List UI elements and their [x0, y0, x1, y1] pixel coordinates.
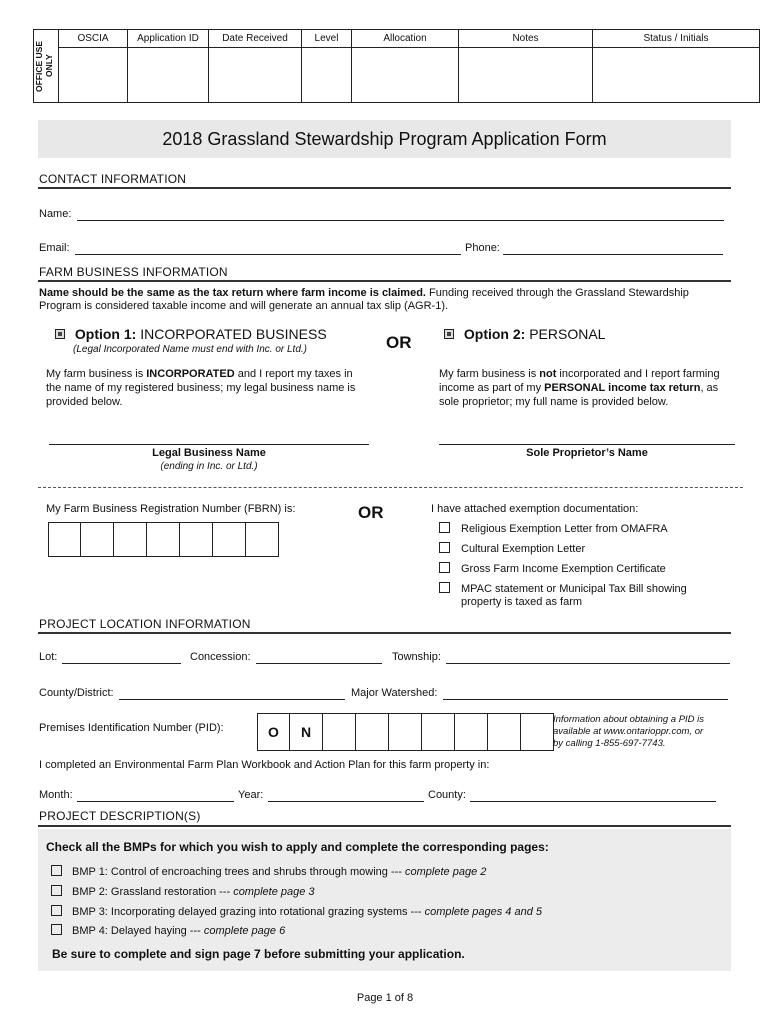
- watershed-field[interactable]: [443, 699, 728, 700]
- office-cell-allocation[interactable]: [352, 48, 459, 103]
- pid-info-line2: available at www.ontarioppr.com, or: [553, 726, 704, 737]
- bmp-4[interactable]: [51, 924, 285, 937]
- bmp-2[interactable]: [51, 885, 315, 898]
- pid-label: Premises Identification Number (PID):: [39, 722, 224, 734]
- fbrn-box[interactable]: [179, 522, 213, 557]
- option1[interactable]: [55, 326, 327, 342]
- farm-note-rest: Funding received through the Grassland Stewardship: [425, 287, 689, 299]
- exemption-mpac-label: MPAC statement or Municipal Tax Bill showing: [461, 583, 687, 595]
- sole-proprietor-name-field[interactable]: [439, 444, 735, 445]
- fbrn-box[interactable]: [80, 522, 114, 557]
- option2-desc-a: My farm business is: [439, 368, 540, 380]
- bmp-3-checkbox[interactable]: [51, 905, 62, 916]
- township-field[interactable]: [446, 663, 730, 664]
- county-district-field[interactable]: [119, 699, 345, 700]
- exemption-mpac[interactable]: [439, 582, 687, 595]
- farm-note-bold: Name should be the same as the tax return where farm income is claimed.: [39, 287, 426, 299]
- township-label: Township:: [392, 651, 441, 663]
- exemption-cultural-label: Cultural Exemption Letter: [461, 543, 586, 555]
- option1-desc-line2: the name of my registered business; my legal business name is: [46, 382, 356, 394]
- fbrn-box[interactable]: [113, 522, 147, 557]
- pid-grid[interactable]: [257, 713, 554, 751]
- legal-name-label: Legal Business Name: [152, 447, 266, 459]
- exemption-religious[interactable]: [439, 522, 668, 535]
- option1-label: Option 1:: [74, 326, 137, 342]
- email-field[interactable]: [75, 254, 461, 255]
- bmp-3[interactable]: [51, 905, 542, 918]
- office-cell-oscia[interactable]: [59, 48, 128, 103]
- option1-checkbox[interactable]: [55, 329, 65, 339]
- exemption-cultural[interactable]: [439, 542, 585, 555]
- option2-desc-b: not: [539, 368, 557, 380]
- pid-box[interactable]: [322, 713, 356, 751]
- office-use-label-cell: [34, 30, 59, 103]
- option2-desc-line2b: PERSONAL income tax return: [544, 382, 701, 394]
- pid-box[interactable]: [421, 713, 455, 751]
- option2-label: Option 2:: [463, 326, 526, 342]
- option2-checkbox[interactable]: [444, 329, 454, 339]
- exemption-gross-income[interactable]: [439, 562, 666, 575]
- office-cell-status[interactable]: [593, 48, 760, 103]
- fbrn-box[interactable]: [48, 522, 81, 557]
- office-col-notes: Notes: [459, 30, 593, 48]
- exemption-mpac-line2: property is taxed as farm: [461, 596, 583, 608]
- or-label-1: OR: [386, 333, 412, 352]
- dashed-divider: [38, 487, 743, 488]
- legal-name-sub: (ending in Inc. or Ltd.): [160, 461, 258, 472]
- fbrn-box[interactable]: [146, 522, 180, 557]
- office-use-label: OFFICE USE ONLY: [34, 40, 54, 92]
- exemption-religious-checkbox[interactable]: [439, 522, 450, 533]
- legal-business-name-field[interactable]: [49, 444, 369, 445]
- pid-info: [553, 714, 704, 750]
- exemption-gross-income-label: Gross Farm Income Exemption Certificate: [461, 563, 666, 575]
- option2-desc-line2a: income as part of my: [439, 382, 545, 394]
- lot-label: Lot:: [39, 651, 58, 663]
- office-col-allocation: Allocation: [352, 30, 459, 48]
- email-label: Email:: [39, 242, 70, 254]
- farm-heading: FARM BUSINESS INFORMATION: [39, 265, 228, 279]
- office-col-level: Level: [302, 30, 352, 48]
- pid-info-line1: Information about obtaining a PID is: [553, 714, 705, 725]
- office-use-table: [33, 29, 760, 103]
- fbrn-grid[interactable]: [48, 522, 279, 557]
- sole-name-label: Sole Proprietor’s Name: [526, 447, 648, 459]
- name-field[interactable]: [77, 220, 724, 221]
- office-col-status: Status / Initials: [593, 30, 760, 48]
- exemption-cultural-checkbox[interactable]: [439, 542, 450, 553]
- office-cell-notes[interactable]: [459, 48, 593, 103]
- fbrn-box[interactable]: [212, 522, 246, 557]
- bmp-4-page: complete page 6: [203, 925, 286, 937]
- office-col-application-id: Application ID: [128, 30, 209, 48]
- option2-desc-line3: sole proprietor; my full name is provided below.: [439, 396, 669, 408]
- contact-heading: CONTACT INFORMATION: [39, 172, 187, 186]
- option1-desc-b: INCORPORATED: [146, 368, 235, 380]
- option2[interactable]: [444, 326, 605, 342]
- fbrn-box[interactable]: [245, 522, 279, 557]
- bmp-3-label: BMP 3: Incorporating delayed grazing into rotational grazing systems ---: [72, 906, 425, 918]
- location-heading: PROJECT LOCATION INFORMATION: [39, 617, 251, 631]
- phone-field[interactable]: [503, 254, 723, 255]
- office-col-date-received: Date Received: [209, 30, 302, 48]
- office-cell-application-id[interactable]: [128, 48, 209, 103]
- pid-box[interactable]: [520, 713, 554, 751]
- pid-prefix-o: O: [257, 713, 290, 751]
- concession-label: Concession:: [190, 651, 251, 663]
- option1-desc-line3: provided below.: [46, 396, 123, 408]
- watershed-label: Major Watershed:: [351, 687, 438, 699]
- exemption-religious-label: Religious Exemption Letter from OMAFRA: [461, 523, 668, 535]
- option1-desc-c: and I report my taxes in: [234, 368, 353, 380]
- bmp-2-page: complete page 3: [233, 886, 315, 898]
- bmp-2-label: BMP 2: Grassland restoration ---: [72, 886, 234, 898]
- office-cell-level[interactable]: [302, 48, 352, 103]
- fbrn-label: My Farm Business Registration Number (FBRN) is:: [46, 503, 296, 515]
- county-district-label: County/District:: [39, 687, 114, 699]
- month-label: Month:: [39, 789, 73, 801]
- option2-value: PERSONAL: [525, 326, 606, 342]
- exemption-mpac-checkbox[interactable]: [439, 582, 450, 593]
- concession-field[interactable]: [256, 663, 382, 664]
- bmp-reminder: Be sure to complete and sign page 7 before submitting your application.: [52, 947, 465, 961]
- name-label: Name:: [39, 208, 72, 220]
- option1-sub: (Legal Incorporated Name must end with Inc. or Ltd.): [73, 344, 308, 355]
- lot-field[interactable]: [62, 663, 181, 664]
- pid-info-line3: by calling 1-855-697-7743.: [553, 738, 666, 749]
- pid-box[interactable]: [355, 713, 389, 751]
- bmp-1-label: BMP 1: Control of encroaching trees and shrubs through mowing ---: [72, 866, 406, 878]
- farm-divider: [38, 280, 731, 282]
- year-label: Year:: [238, 789, 264, 801]
- project-heading: PROJECT DESCRIPTION(S): [39, 809, 201, 823]
- option2-description: [439, 367, 739, 409]
- bmp-3-page: complete pages 4 and 5: [424, 906, 543, 918]
- pid-prefix-n: N: [289, 713, 323, 751]
- bmp-instruction: Check all the BMPs for which you wish to apply and complete the corresponding pages:: [46, 840, 549, 854]
- bmp-4-label: BMP 4: Delayed haying ---: [72, 925, 204, 937]
- exemption-gross-income-checkbox[interactable]: [439, 562, 450, 573]
- location-divider: [38, 632, 731, 634]
- title-banner: [38, 120, 731, 158]
- bmp-2-checkbox[interactable]: [51, 885, 62, 896]
- month-field[interactable]: [77, 801, 234, 802]
- option2-desc-line2c: , as: [700, 382, 719, 394]
- office-col-oscia: OSCIA: [59, 30, 128, 48]
- office-cell-date-received[interactable]: [209, 48, 302, 103]
- pid-box[interactable]: [454, 713, 488, 751]
- farm-note-line2: Program is considered taxable income and will generate an annual tax slip (AGR-1).: [39, 300, 449, 312]
- bmp-1[interactable]: [51, 865, 486, 878]
- page-title: 2018 Grassland Stewardship Program Application Form: [162, 129, 607, 149]
- option1-value: INCORPORATED BUSINESS: [136, 326, 327, 342]
- page-number: Page 1 of 8: [356, 992, 414, 1004]
- county-field[interactable]: [470, 801, 716, 802]
- pid-box[interactable]: [487, 713, 521, 751]
- exemption-label: I have attached exemption documentation:: [431, 503, 639, 515]
- farm-note: [39, 287, 729, 313]
- option1-desc-a: My farm business is: [46, 368, 147, 380]
- option2-desc-c: incorporated and I report farming: [556, 368, 720, 380]
- bmp-1-page: complete page 2: [405, 866, 487, 878]
- bmp-1-checkbox[interactable]: [51, 865, 62, 876]
- county-label: County:: [428, 789, 466, 801]
- project-divider: [38, 825, 731, 827]
- or-label-2: OR: [358, 503, 384, 522]
- bmp-4-checkbox[interactable]: [51, 924, 62, 935]
- option1-description: [46, 367, 376, 409]
- year-field[interactable]: [268, 801, 424, 802]
- phone-label: Phone:: [465, 242, 500, 254]
- pid-box[interactable]: [388, 713, 422, 751]
- efp-text: I completed an Environmental Farm Plan Workbook and Action Plan for this farm property in:: [39, 759, 490, 771]
- contact-divider: [38, 187, 731, 189]
